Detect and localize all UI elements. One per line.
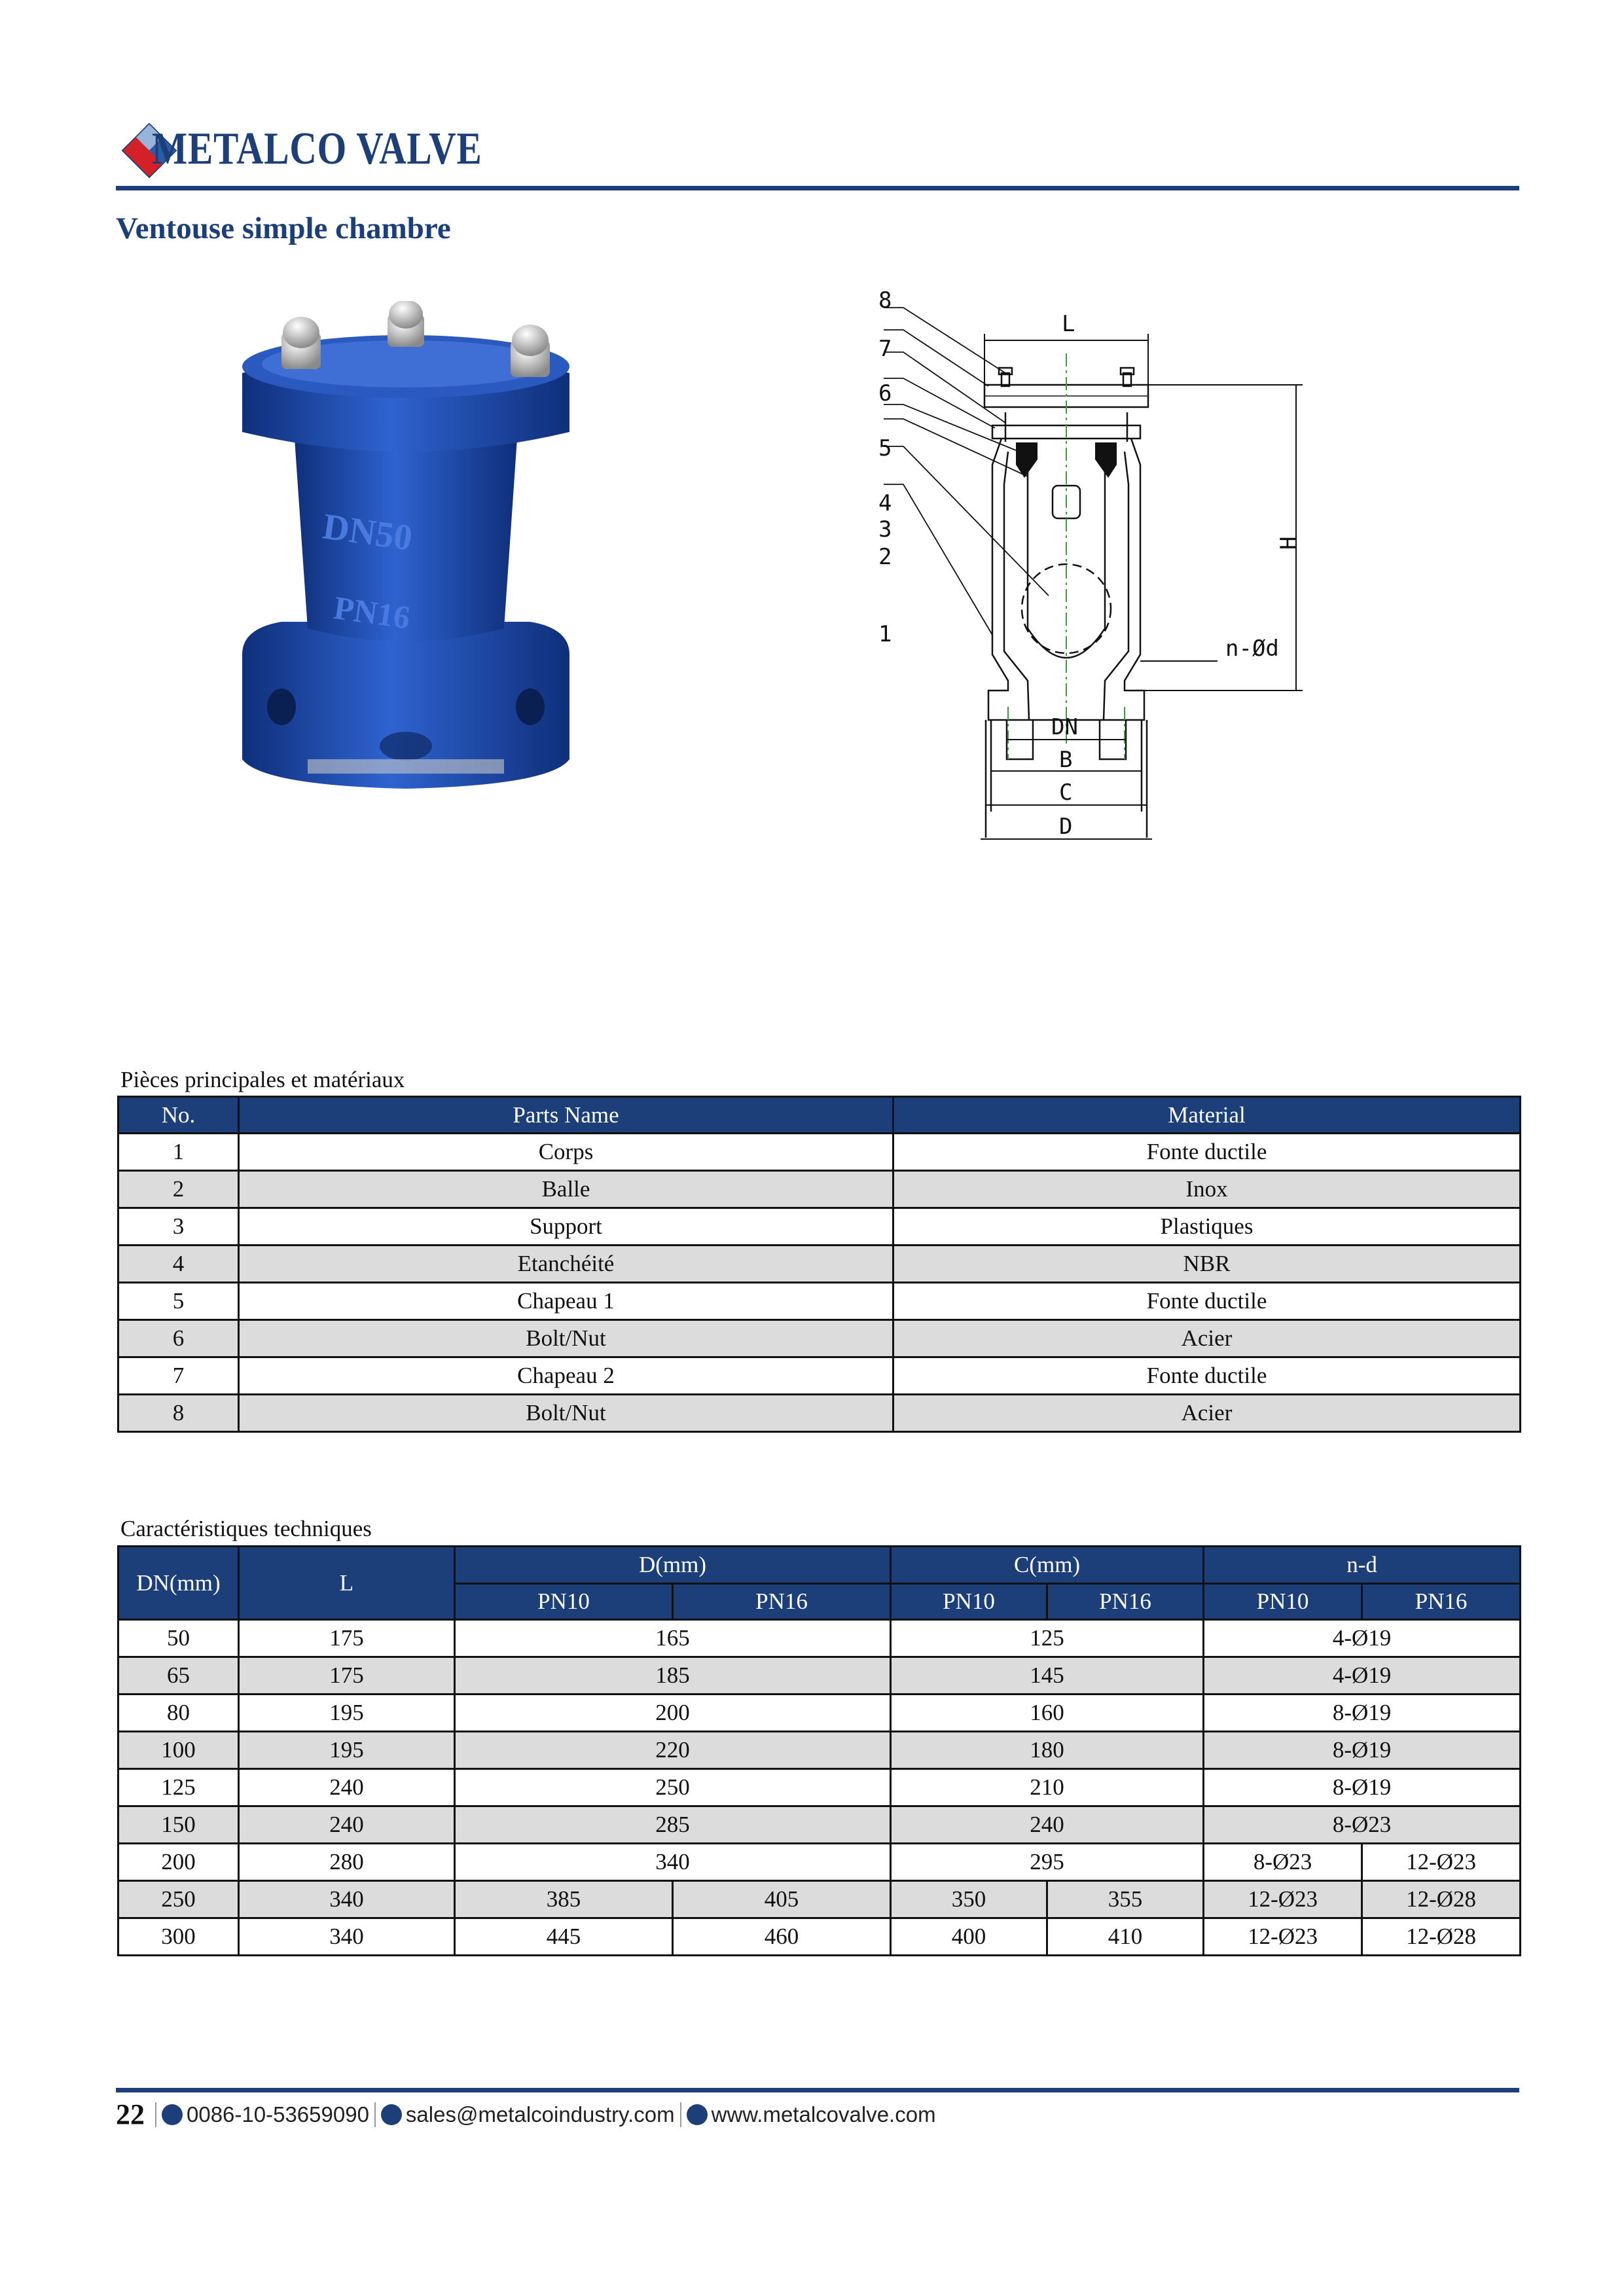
- part-no-2: 2: [878, 544, 892, 570]
- cell: 200: [455, 1695, 891, 1732]
- cell: 340: [455, 1844, 891, 1881]
- email-link[interactable]: sales@metalcoindustry.com: [405, 2102, 675, 2126]
- specs-header-nd: n-d: [1204, 1547, 1521, 1584]
- cell: 12-Ø28: [1362, 1918, 1521, 1956]
- cell: 8-Ø19: [1204, 1732, 1521, 1769]
- cell: 460: [673, 1918, 891, 1956]
- table-row: [118, 1769, 1521, 1806]
- parts-header-material: Material: [893, 1097, 1521, 1134]
- specs-header-dn: DN(mm): [118, 1547, 239, 1620]
- specs-header-d: D(mm): [455, 1547, 891, 1584]
- part-no-7: 7: [878, 336, 892, 362]
- cell: 8-Ø19: [1204, 1769, 1521, 1806]
- cell: 250: [118, 1881, 239, 1918]
- table-row: [118, 1881, 1521, 1918]
- mail-icon: [381, 2104, 402, 2125]
- cell: 165: [455, 1620, 891, 1657]
- parts-header-name: Parts Name: [239, 1097, 893, 1134]
- cell: Fonte ductile: [893, 1357, 1521, 1395]
- cell: 240: [239, 1769, 455, 1806]
- cell: 405: [673, 1881, 891, 1918]
- cell: 5: [118, 1283, 239, 1320]
- cell: Fonte ductile: [893, 1134, 1521, 1171]
- header-rule: [116, 186, 1519, 190]
- footer: [116, 2098, 936, 2131]
- dim-c-label: C: [1059, 780, 1073, 806]
- cell: Bolt/Nut: [239, 1395, 893, 1432]
- parts-table-caption: Pièces principales et matériaux: [120, 1067, 405, 1092]
- divider: [680, 2102, 681, 2127]
- cell: 3: [118, 1208, 239, 1246]
- table-row: [118, 1395, 1521, 1432]
- cell: 200: [118, 1844, 239, 1881]
- part-no-1: 1: [878, 621, 892, 647]
- table-row: [118, 1657, 1521, 1695]
- cell: Fonte ductile: [893, 1283, 1521, 1320]
- table-row: [118, 1208, 1521, 1246]
- specs-header-pn16: PN16: [1047, 1584, 1204, 1620]
- cell: Support: [239, 1208, 893, 1246]
- valve-photo: [236, 301, 576, 798]
- cell: 8-Ø23: [1204, 1844, 1362, 1881]
- cell: 12-Ø28: [1362, 1881, 1521, 1918]
- cell: 410: [1047, 1918, 1204, 1956]
- cast-dn-text: DN50: [320, 506, 415, 559]
- table-row: [118, 1357, 1521, 1395]
- cell: 160: [891, 1695, 1204, 1732]
- cell: Acier: [893, 1395, 1521, 1432]
- table-row: [118, 1695, 1521, 1732]
- cell: 175: [239, 1657, 455, 1695]
- cell: 195: [239, 1732, 455, 1769]
- table-row: [118, 1918, 1521, 1956]
- part-no-3: 3: [878, 516, 892, 543]
- website-link[interactable]: www.metalcovalve.com: [711, 2102, 936, 2126]
- cell: 2: [118, 1171, 239, 1208]
- globe-icon: [687, 2104, 708, 2125]
- cell: 150: [118, 1806, 239, 1844]
- part-no-4: 4: [878, 490, 892, 516]
- phone-icon: [162, 2104, 183, 2125]
- cell: Chapeau 2: [239, 1357, 893, 1395]
- cell: Acier: [893, 1320, 1521, 1357]
- cell: 340: [239, 1918, 455, 1956]
- cell: 210: [891, 1769, 1204, 1806]
- page-title: Ventouse simple chambre: [116, 211, 451, 245]
- cell: 385: [455, 1881, 673, 1918]
- cell: 250: [455, 1769, 891, 1806]
- footer-rule: [116, 2088, 1519, 2092]
- cell: 300: [118, 1918, 239, 1956]
- cell: 350: [891, 1881, 1047, 1918]
- parts-table: [117, 1096, 1521, 1433]
- table-row: [118, 1806, 1521, 1844]
- table-row: [118, 1134, 1521, 1171]
- specs-header-pn10: PN10: [891, 1584, 1047, 1620]
- table-row: [118, 1620, 1521, 1657]
- cell: 355: [1047, 1881, 1204, 1918]
- dim-b-label: B: [1059, 747, 1073, 773]
- specs-table-caption: Caractéristiques techniques: [120, 1516, 372, 1541]
- part-no-8: 8: [878, 288, 892, 314]
- table-row: [118, 1732, 1521, 1769]
- cell: 8-Ø23: [1204, 1806, 1521, 1844]
- dim-h-label: H: [1276, 536, 1302, 550]
- specs-header-pn10: PN10: [1204, 1584, 1362, 1620]
- parts-header-no: No.: [118, 1097, 239, 1134]
- table-row: [118, 1844, 1521, 1881]
- divider: [155, 2102, 156, 2127]
- cell: 220: [455, 1732, 891, 1769]
- cell: 445: [455, 1918, 673, 1956]
- dim-dn-label: DN: [1051, 714, 1078, 740]
- cell: 8: [118, 1395, 239, 1432]
- cell: 280: [239, 1844, 455, 1881]
- divider: [374, 2102, 376, 2127]
- cell: 400: [891, 1918, 1047, 1956]
- dim-l-label: L: [1062, 311, 1075, 337]
- table-row: [118, 1246, 1521, 1283]
- cell: 50: [118, 1620, 239, 1657]
- cell: 195: [239, 1695, 455, 1732]
- cell: 125: [891, 1620, 1204, 1657]
- cell: 12-Ø23: [1204, 1881, 1362, 1918]
- cell: 100: [118, 1732, 239, 1769]
- cell: Bolt/Nut: [239, 1320, 893, 1357]
- cell: 180: [891, 1732, 1204, 1769]
- cell: 125: [118, 1769, 239, 1806]
- specs-header-l: L: [239, 1547, 455, 1620]
- dim-d-label: D: [1059, 814, 1073, 840]
- cell: 340: [239, 1881, 455, 1918]
- cell: 4-Ø19: [1204, 1657, 1521, 1695]
- specs-header-c: C(mm): [891, 1547, 1204, 1584]
- cell: 12-Ø23: [1362, 1844, 1521, 1881]
- cell: 145: [891, 1657, 1204, 1695]
- cell: 240: [891, 1806, 1204, 1844]
- table-row: [118, 1283, 1521, 1320]
- cell: 240: [239, 1806, 455, 1844]
- cell: Inox: [893, 1171, 1521, 1208]
- cell: Balle: [239, 1171, 893, 1208]
- cell: 6: [118, 1320, 239, 1357]
- technical-drawing: [877, 288, 1322, 864]
- dim-nd-label: n-Ød: [1225, 636, 1279, 662]
- cell: Chapeau 1: [239, 1283, 893, 1320]
- part-no-6: 6: [878, 380, 892, 406]
- cell: 175: [239, 1620, 455, 1657]
- cell: 65: [118, 1657, 239, 1695]
- cell: 4-Ø19: [1204, 1620, 1521, 1657]
- cell: NBR: [893, 1246, 1521, 1283]
- specs-header-pn16: PN16: [673, 1584, 891, 1620]
- part-no-5: 5: [878, 435, 892, 461]
- page-number: 22: [116, 2098, 145, 2130]
- brand-name: METALCO VALVE: [152, 124, 482, 174]
- cell: 8-Ø19: [1204, 1695, 1521, 1732]
- phone-number: 0086-10-53659090: [187, 2102, 369, 2126]
- cell: Corps: [239, 1134, 893, 1171]
- specs-table: [117, 1545, 1521, 1956]
- cell: 80: [118, 1695, 239, 1732]
- cell: Etanchéité: [239, 1246, 893, 1283]
- cell: Plastiques: [893, 1208, 1521, 1246]
- specs-header-pn10: PN10: [455, 1584, 673, 1620]
- cell: 285: [455, 1806, 891, 1844]
- cell: 4: [118, 1246, 239, 1283]
- cast-pn-text: PN16: [331, 588, 413, 636]
- specs-header-pn16: PN16: [1362, 1584, 1521, 1620]
- table-row: [118, 1320, 1521, 1357]
- cell: 295: [891, 1844, 1204, 1881]
- cell: 185: [455, 1657, 891, 1695]
- cell: 12-Ø23: [1204, 1918, 1362, 1956]
- cell: 1: [118, 1134, 239, 1171]
- cell: 7: [118, 1357, 239, 1395]
- table-row: [118, 1171, 1521, 1208]
